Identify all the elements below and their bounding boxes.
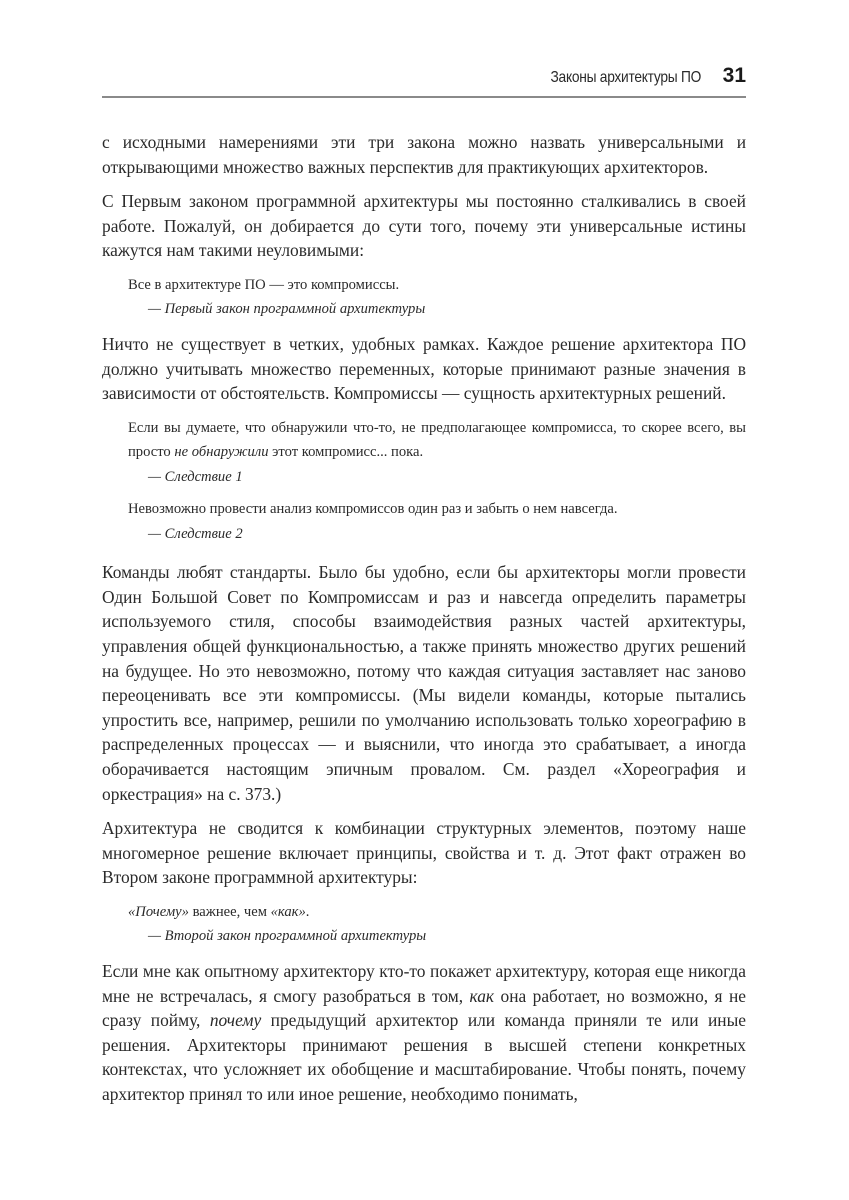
- paragraph-2: С Первым законом программной архитектуры мы постоянно сталкивались в своей работе. Пожалуй, он добирается до сути того, почему эти универсальные истины кажутся нам такими неуловимыми:: [102, 191, 746, 261]
- corollary-1-text-end: этот компромисс... пока.: [268, 444, 424, 461]
- paragraph-6-emphasis-how: как: [469, 985, 495, 1006]
- corollary-1: [128, 416, 746, 490]
- first-law-source: — Первый закон программной архитектуры: [148, 301, 426, 318]
- corollary-1-text: [128, 416, 746, 465]
- second-law-source: — Второй закон программной архитектуры: [148, 928, 427, 945]
- second-law-text: [128, 900, 746, 925]
- page-body: [102, 130, 746, 1117]
- paragraph-6-emphasis-why: почему: [209, 1010, 262, 1031]
- page-number: 31: [722, 64, 746, 87]
- paragraph-6-part-2: она работает, но возможно, я не сразу пойму,: [102, 985, 746, 1031]
- corollary-2-text: Невозможно провести анализ компромиссов один раз и забыть о нем навсегда.: [128, 501, 618, 518]
- second-law-how: «как»: [270, 903, 306, 920]
- paragraph-6: [102, 959, 746, 1107]
- paragraph-3: Ничто не существует в четких, удобных рамках. Каждое решение архитектора ПО должно учитывать множество переменных, которые принимают разные значения в зависимости от обстоятельств. Компромиссы — сущность архитектурных решений.: [102, 333, 746, 404]
- epigraph-first-law: [128, 273, 746, 322]
- header-rule: [102, 96, 746, 98]
- paragraph-4: Команды любят стандарты. Было бы удобно, если бы архитекторы могли провести Один Большой Совет по Компромиссам и раз и навсегда определить параметры используемого стиля, способы взаимодействия разных частей архитектуры, управления общей функциональностью, а также принять множество других решений на будущее. Но это невозможно, потому что каждая ситуация заставляет нас заново переоценивать все эти компромиссы. (Мы видели команды, которые пытались упростить все, например, решили по умолчанию использовать только хореографию в распределенных процессах — и выяснили, что иногда это срабатывает, а иногда оборачивается настоящим эпичным провалом. См. раздел «Хореография и оркестрация» на с. 373.): [102, 562, 746, 804]
- corollary-2: [128, 497, 746, 546]
- epigraph-second-law: [128, 900, 746, 949]
- paragraph-6-part-3: предыдущий архитектор или команда приняли те или иные решения. Архитекторы принимают решения в высшей степени конкретных контекстах, что усложняет их обобщение и масштабирование. Чтобы понять, почему архитектор принял то или иное решение, необходимо понимать,: [102, 1010, 746, 1104]
- paragraph-1: с исходными намерениями эти три закона можно назвать универсальными и открывающими множество важных перспектив для практикующих архитекторов.: [102, 132, 746, 177]
- corollary-2-source: — Следствие 2: [148, 525, 243, 542]
- paragraph-6-part-1: Если мне как опытному архитектору кто-то покажет архитектуру, которая еще никогда мне не встречалась, я смогу разобраться в том,: [102, 960, 746, 1006]
- corollary-1-emphasis: не обнаружили: [174, 444, 269, 461]
- corollaries: [128, 416, 746, 547]
- running-header: [102, 64, 746, 96]
- first-law-text: Все в архитектуре ПО — это компромиссы.: [128, 276, 400, 293]
- second-law-middle: важнее, чем: [188, 903, 271, 920]
- second-law-why: «Почему»: [128, 903, 189, 920]
- corollary-1-text-start: Если вы думаете, что обнаружили что-то, не предполагающее компромисса, то скорее всего, вы просто: [128, 419, 746, 461]
- second-law-end: .: [305, 903, 310, 920]
- paragraph-5: Архитектура не сводится к комбинации структурных элементов, поэтому наше многомерное решение включает принципы, свойства и т. д. Этот факт отражен во Втором законе программной архитектуры:: [102, 818, 746, 888]
- running-title: Законы архитектуры ПО: [550, 69, 701, 86]
- corollary-1-source: — Следствие 1: [148, 468, 243, 485]
